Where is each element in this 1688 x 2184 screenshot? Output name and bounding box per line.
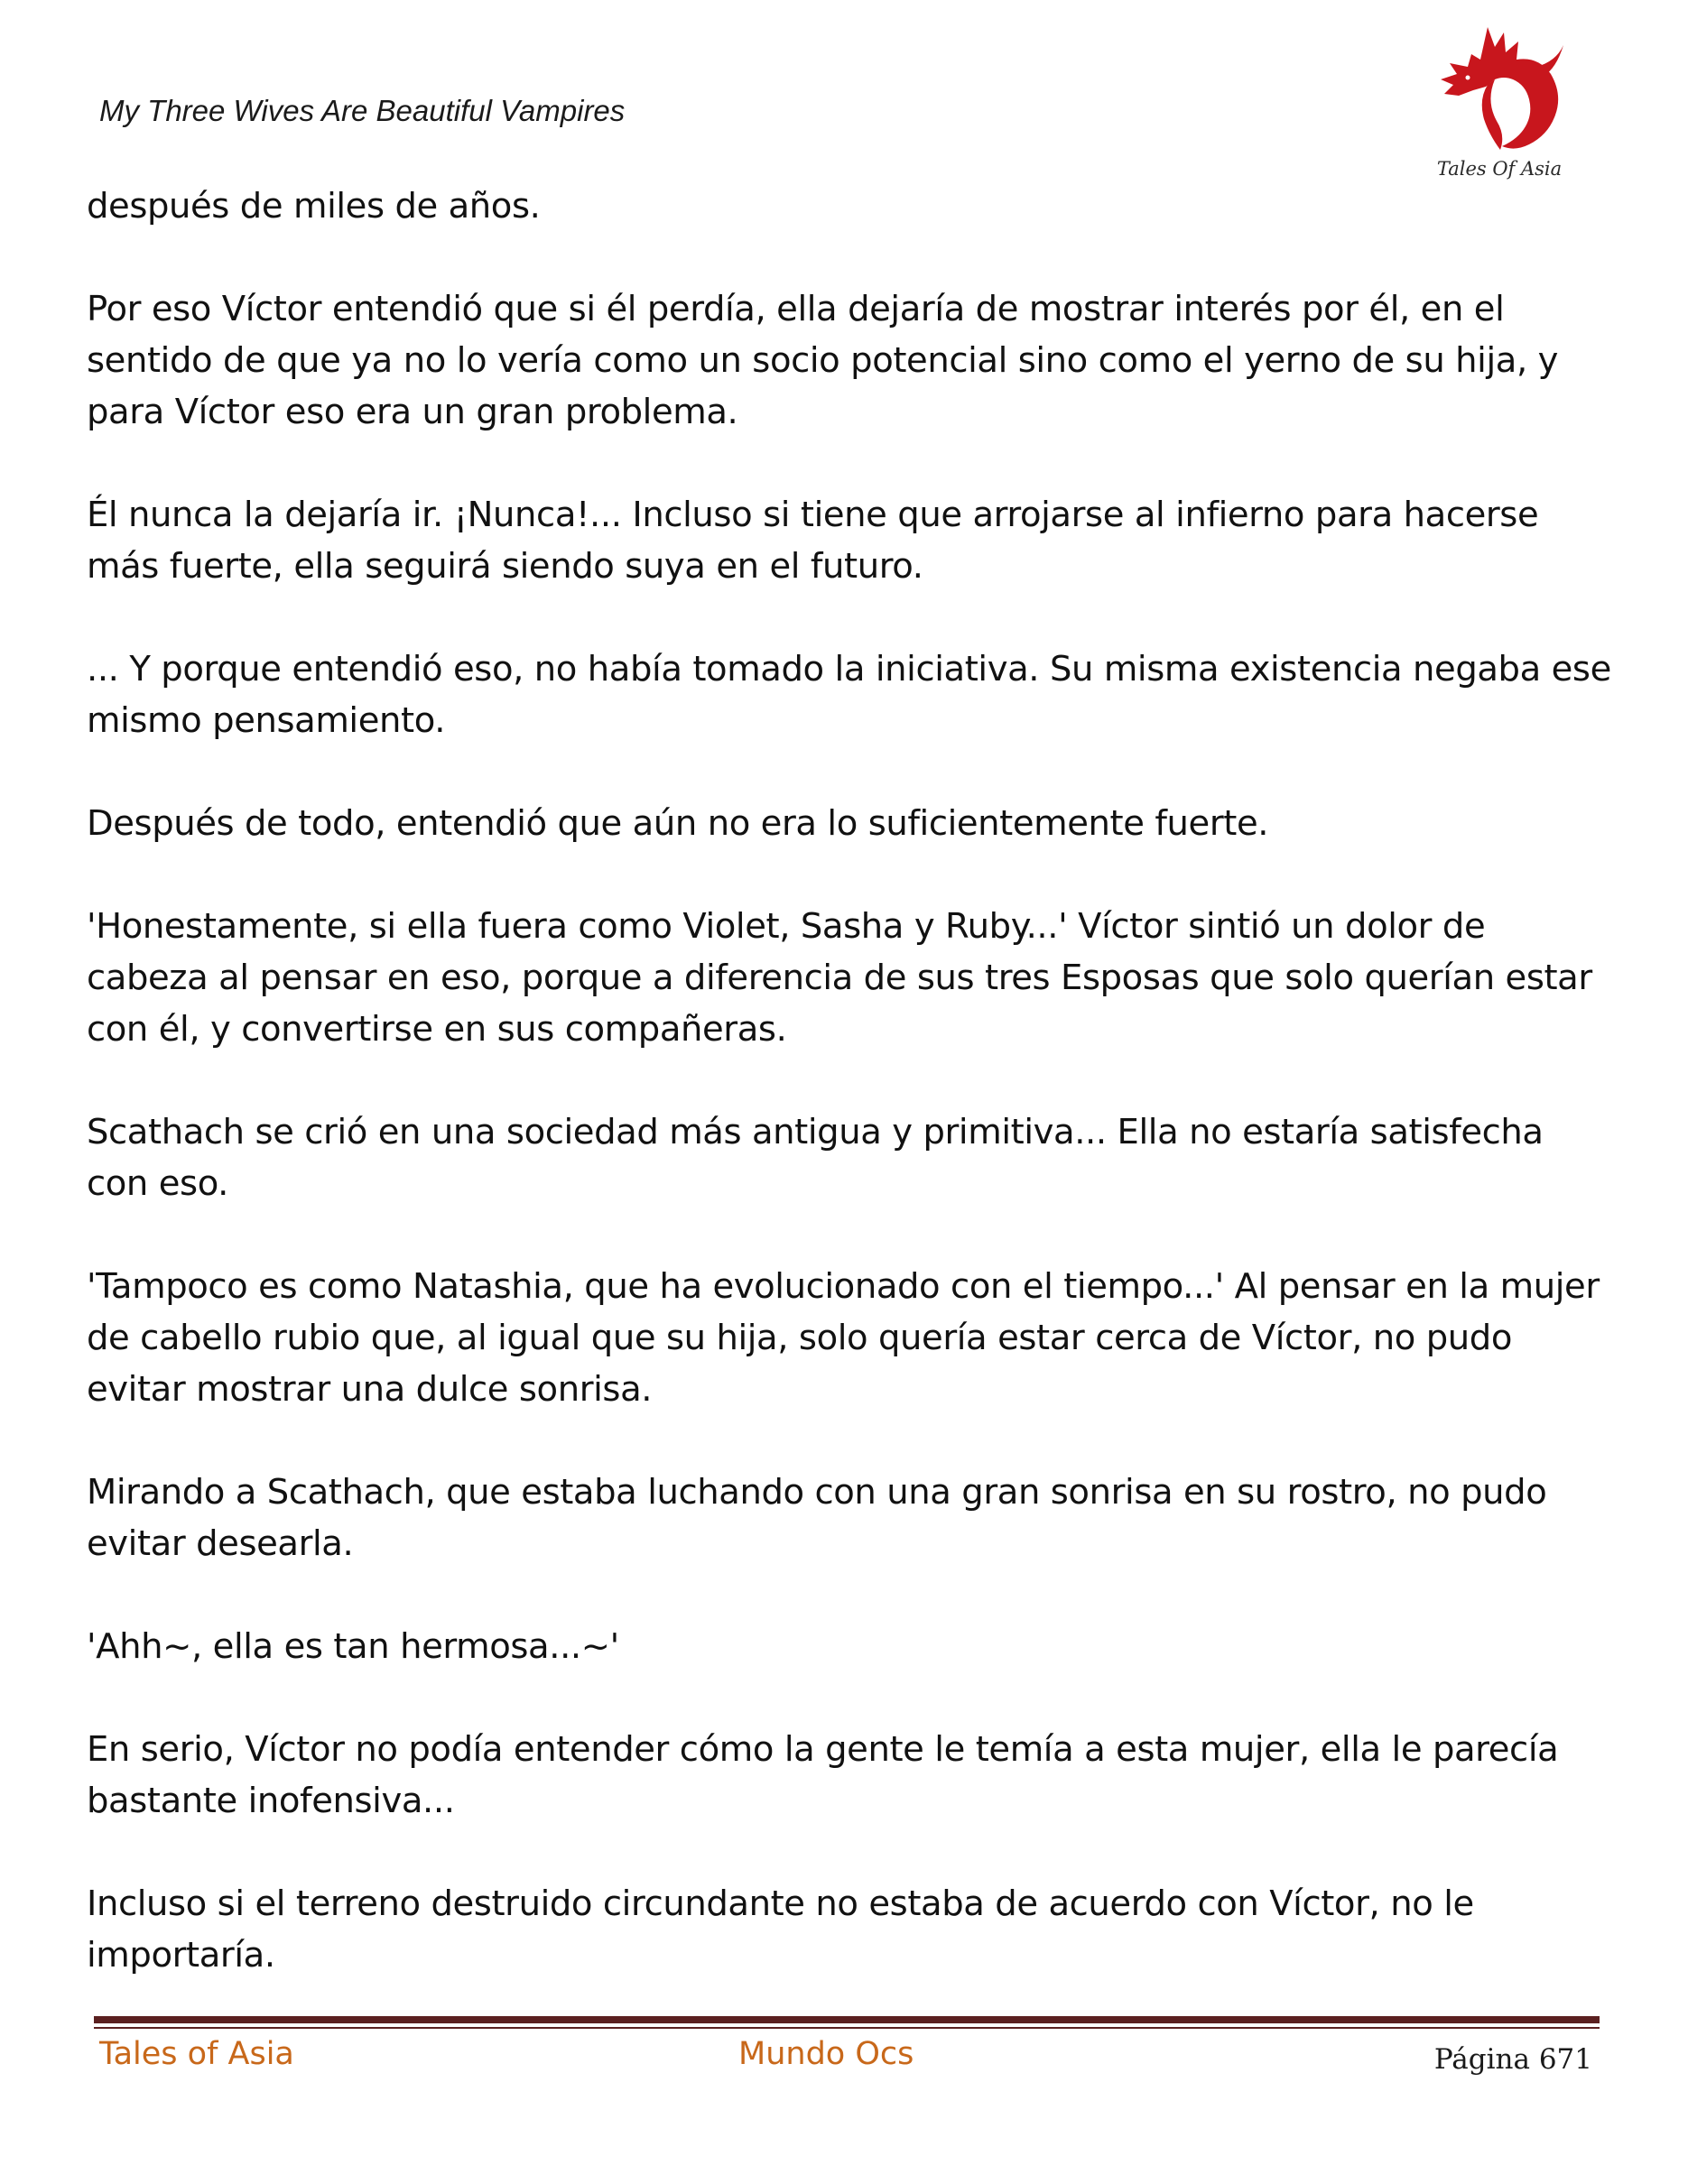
footer-site-name: Tales of Asia [99,2036,294,2072]
paragraph-10: 'Ahh~, ella es tan hermosa...~' [87,1626,619,1667]
book-title: My Three Wives Are Beautiful Vampires [99,94,626,127]
paragraph-5: Después de todo, entendió que aún no era lo suficientemente fuerte. [87,803,1269,844]
logo-text: Tales Of Asia [1436,158,1563,180]
footer-section-name: Mundo Ocs [738,2036,914,2072]
paragraph-7: Scathach se crió en una sociedad más antigua y primitiva... Ella no estaría satisfecha con eso. [87,1112,1544,1204]
page-content [87,180,1612,2032]
paragraph-3: Él nunca la dejaría ir. ¡Nunca!... Incluso si tiene que arrojarse al infierno para hacerse más fuerte, ella seguirá siendo suya en el futuro. [87,495,1539,587]
paragraph-8: 'Tampoco es como Natashia, que ha evolucionado con el tiempo...' Al pensar en la mujer de cabello rubio que, al igual que su hija, solo quería estar cerca de Víctor, no pudo evitar mostrar una dulce sonrisa. [87,1266,1600,1410]
page-number: Página 671 [1433,2043,1592,2076]
paragraph-2: Por eso Víctor entendió que si él perdía, ella dejaría de mostrar interés por él, en el sentido de que ya no lo vería como un socio potencial sino como el yerno de su hija, y para Víctor eso era un gran problema. [87,289,1559,432]
paragraph-12: Incluso si el terreno destruido circundante no estaba de acuerdo con Víctor, no le importaría. [87,1883,1474,1976]
paragraph-4: ... Y porque entendió eso, no había tomado la iniciativa. Su misma existencia negaba ese mismo pensamiento. [87,649,1611,741]
paragraph-1: después de miles de años. [87,186,541,227]
paragraph-6: 'Honestamente, si ella fuera como Violet, Sasha y Ruby...' Víctor sintió un dolor de cabeza al pensar en eso, porque a diferencia de sus tres Esposas que solo querían estar con él, y convertirse en sus compañeras. [87,906,1592,1050]
dragon-icon [1441,27,1563,150]
footer-divider [94,2016,1600,2023]
paragraph-9: Mirando a Scathach, que estaba luchando con una gran sonrisa en su rostro, no pudo evitar desearla. [87,1472,1547,1564]
paragraph-11: En serio, Víctor no podía entender cómo la gente le temía a esta mujer, ella le parecía bastante inofensiva... [87,1729,1559,1821]
tales-of-asia-dragon-logo [1432,20,1567,182]
footer-divider-thin [94,2027,1600,2029]
